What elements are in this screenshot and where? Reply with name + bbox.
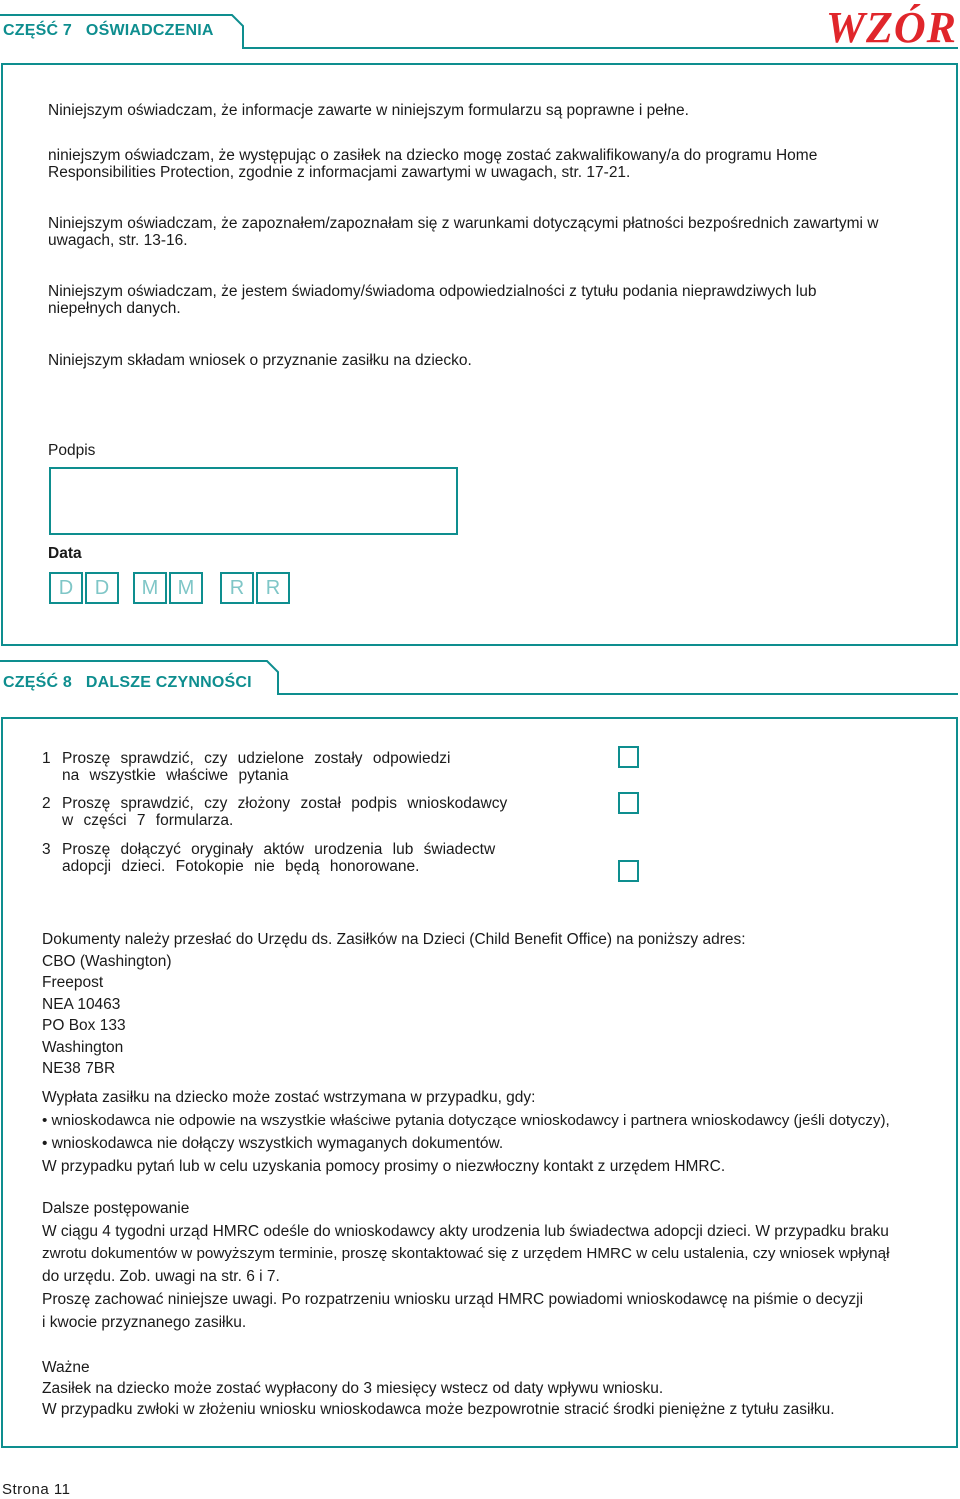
section-7-header (0, 14, 958, 50)
declaration-5: Niniejszym składam wniosek o przyznanie zasiłku na dziecko. (48, 352, 472, 369)
declaration-3: Niniejszym oświadczam, że zapoznałem/zapoznałam się z warunkami dotyczącymi płatności bezpośrednich zawartymi w uwagach, str. 13-16. (48, 215, 879, 249)
section-8-title: CZĘŚĆ 8 DALSZE CZYNNOŚCI (3, 674, 252, 691)
section-7-title: CZĘŚĆ 7 OŚWIADCZENIA (3, 22, 214, 39)
next-steps-line-5: i kwocie przyznanego zasiłku. (42, 1314, 247, 1331)
suspension-bullet-2: • wnioskodawca nie dołączy wszystkich wymaganych dokumentów. (42, 1133, 503, 1155)
address-line-6: NE38 7BR (42, 1060, 116, 1077)
date-year-2[interactable]: R (256, 572, 290, 604)
next-steps-line-4: Proszę zachować niniejsze uwagi. Po rozpatrzeniu wniosku urząd HMRC powiadomi wnioskodawcę na piśmie o decyzji (42, 1291, 864, 1308)
checklist-item-2: 2 Proszę sprawdzić, czy złożony został podpis wnioskodawcy w części 7 formularza. (42, 795, 508, 829)
address-line-1: CBO (Washington) (42, 953, 172, 970)
date-label: Data (48, 545, 82, 562)
next-steps-heading: Dalsze postępowanie (42, 1200, 190, 1217)
suspension-intro: Wypłata zasiłku na dziecko może zostać wstrzymana w przypadku, gdy: (42, 1089, 536, 1106)
address-line-2: Freepost (42, 974, 104, 991)
next-steps-line-1: W ciągu 4 tygodni urząd HMRC odeśle do wnioskodawcy akty urodzenia lub świadectwa adopcji dzieci. W przypadku braku (42, 1223, 889, 1240)
important-line-2: W przypadku zwłoki w złożeniu wniosku wnioskodawca może bezpowrotnie stracić środki pieniężne z tytułu zasiłku. (42, 1401, 835, 1418)
checklist-item-1: 1 Proszę sprawdzić, czy udzielone zostały odpowiedzi na wszystkie właściwe pytania (42, 750, 451, 784)
date-year-1[interactable]: R (220, 572, 254, 604)
address-intro: Dokumenty należy przesłać do Urzędu ds. Zasiłków na Dzieci (Child Benefit Office) na poniższy adres: (42, 931, 746, 948)
next-steps-line-2: zwrotu dokumentów w powyższym terminie, proszę skontaktować się z urzędem HMRC w celu ustalenia, czy wniosek wpłynął (42, 1245, 890, 1262)
declaration-2: niniejszym oświadczam, że występując o zasiłek na dziecko mogę zostać zakwalifikowany/a do programu Home Responsibilities Protection, zgodnie z informacjami zawartymi w uwagach, str. 17-21. (48, 147, 818, 181)
declaration-1: Niniejszym oświadczam, że informacje zawarte w niniejszym formularzu są poprawne i pełne. (48, 102, 689, 119)
watermark: WZÓR (825, 3, 957, 52)
date-month-1[interactable]: M (133, 572, 167, 604)
important-line-1: Zasiłek na dziecko może zostać wypłacony do 3 miesięcy wstecz od daty wpływu wniosku. (42, 1380, 664, 1397)
address-line-4: PO Box 133 (42, 1017, 126, 1034)
contact-line: W przypadku pytań lub w celu uzyskania pomocy prosimy o niezwłoczny kontakt z urzędem HMRC. (42, 1158, 726, 1175)
address-line-5: Washington (42, 1039, 124, 1056)
next-steps-line-3: do urzędu. Zob. uwagi na str. 6 i 7. (42, 1268, 280, 1285)
date-day-1[interactable]: D (49, 572, 83, 604)
signature-label: Podpis (48, 442, 96, 459)
section-8-header (0, 660, 958, 696)
checklist-checkbox-2[interactable] (618, 792, 639, 814)
declaration-4: Niniejszym oświadczam, że jestem świadomy/świadoma odpowiedzialności z tytułu podania nieprawdziwych lub niepełnych danych. (48, 283, 817, 317)
suspension-bullet-1: • wnioskodawca nie odpowie na wszystkie właściwe pytania dotyczące wnioskodawcy i partnera wnioskodawcy (jeśli dotyczy), (42, 1110, 890, 1132)
page-number: Strona 11 (2, 1481, 71, 1498)
checklist-checkbox-3[interactable] (618, 860, 639, 882)
date-day-2[interactable]: D (85, 572, 119, 604)
date-month-2[interactable]: M (169, 572, 203, 604)
checklist-item-3: 3 Proszę dołączyć oryginały aktów urodzenia lub świadectw adopcji dzieci. Fotokopie nie będą honorowane. (42, 841, 496, 875)
important-heading: Ważne (42, 1359, 90, 1376)
checklist-checkbox-1[interactable] (618, 746, 639, 768)
signature-field[interactable] (49, 467, 458, 535)
address-line-3: NEA 10463 (42, 996, 121, 1013)
